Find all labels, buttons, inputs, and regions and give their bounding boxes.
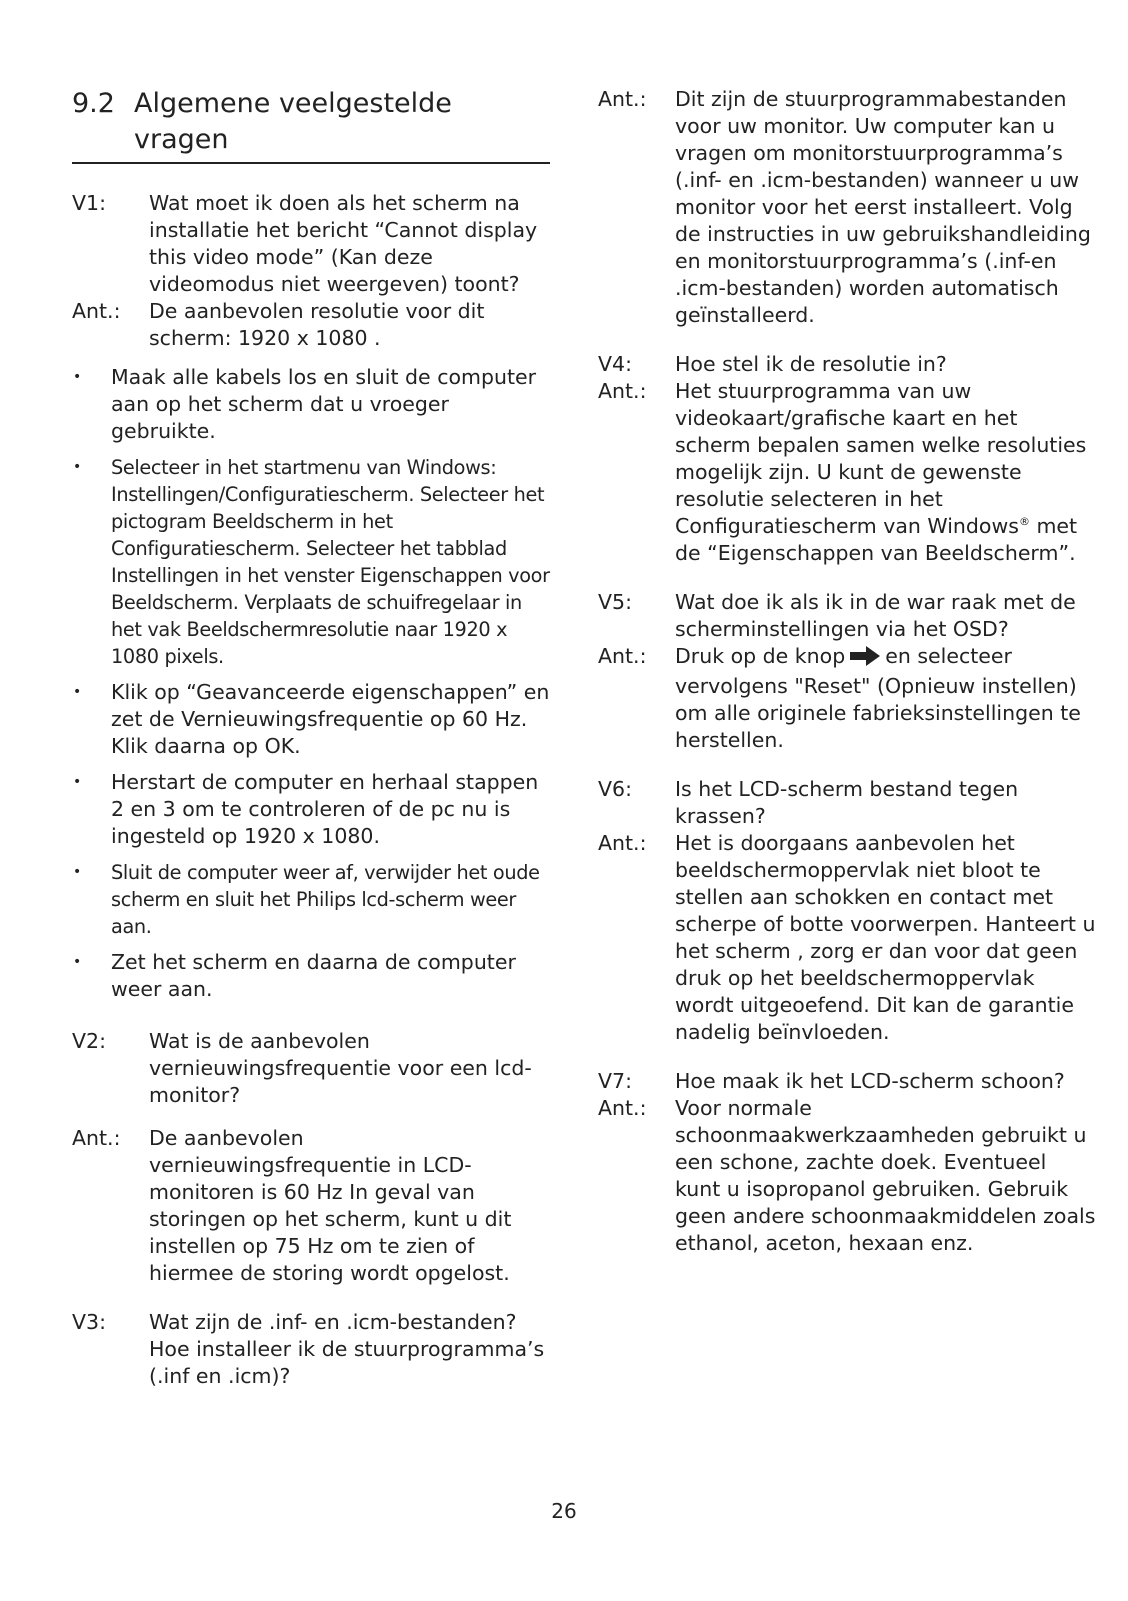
list-item: • Klik op “Geavanceerde eigenschappen” en zet de Vernieuwingsfrequentie op 60 Hz. Klik daarna op OK. [73,680,550,758]
question-4 [598,351,1098,378]
question-label: V6: [598,777,632,801]
answer-text: Voor normale schoonmaakwerkzaamheden gebruikt u een schone, zachte doek. Eventueel kunt u isopropanol gebruiken. Gebruik geen andere schoonmaakmiddelen zoals ethanol, aceton, hexaan enz. [675,1096,1096,1255]
question-5 [598,589,1098,643]
list-item: • Herstart de computer en herhaal stappen 2 en 3 om te controleren of de pc nu is ingesteld op 1920 x 1080. [73,770,539,848]
answer-text: De aanbevolen vernieuwingsfrequentie in LCD-monitoren is 60 Hz In geval van storingen op het scherm, kunt u dit instellen op 75 Hz om te zien of hiermee de storing wordt opgelost. [149,1126,512,1285]
bullet-icon: • [73,459,81,475]
question-label: V2: [72,1029,106,1053]
list-item: • Maak alle kabels los en sluit de computer aan op het scherm dat u vroeger gebruikte. [73,365,537,443]
arrow-right-icon [849,646,881,673]
answer-6 [598,830,1098,1046]
question-text: Wat zijn de .inf- en .icm-bestanden? Hoe installeer ik de stuurprogramma’s (.inf en .icm)? [149,1310,545,1388]
list-item: • Selecteer in het startmenu van Windows: Instellingen/Configuratiescherm. Selecteer het pictogram Beeldscherm in het Configuratiescherm. Selecteer het tabblad Instellingen in het venster Eigenschappen voor Beeldscherm. Verplaats de schuifregelaar in het vak Beeldschermresolutie naar 1920 x 1080 pixels. [73,456,550,668]
registered-mark: ® [1018,515,1030,529]
question-text: Hoe stel ik de resolutie in? [675,352,947,376]
answer-5 [598,643,1098,754]
section-title: Algemene veelgestelde vragen [134,88,452,155]
answer-label: Ant.: [598,1096,647,1120]
answer-text: Het is doorgaans aanbevolen het beeldschermoppervlak niet bloot te stellen aan schokken en contact met scherpe of botte voorwerpen. Hanteert u het scherm , zorg er dan voor dat geen druk op het beeldschermoppervlak wordt uitgeoefend. Dit kan de garantie nadelig beïnvloeden. [675,831,1096,1044]
answer-label: Ant.: [72,1126,121,1150]
question-label: V4: [598,352,632,376]
question-6 [598,776,1098,830]
question-text: Wat doe ik als ik in de war raak met de scherminstellingen via het OSD? [675,590,1076,641]
question-text: Is het LCD-scherm bestand tegen krassen? [675,777,1019,828]
question-label: V3: [72,1310,106,1334]
question-label: V5: [598,590,632,614]
answer-text: Dit zijn de stuurprogrammabestanden voor uw monitor. Uw computer kan u vragen om monitorstuurprogramma’s (.inf- en .icm-bestanden) wanneer u uw monitor voor het eerst installeert. Volg de instructies in uw gebruikshandleiding en monitorstuurprogramma’s (.inf-en .icm-bestanden) worden automatisch geïnstalleerd. [675,87,1091,327]
section-heading [72,86,552,158]
question-text: Wat moet ik doen als het scherm na installatie het bericht “Cannot display this video mode” (Kan deze videomodus niet weergeven) toont? [149,191,538,296]
answer-3 [598,86,1098,329]
page-number: 26 [551,1499,577,1523]
troubleshooting-steps [72,364,552,1003]
answer-1 [72,298,552,352]
answer-label: Ant.: [598,831,647,855]
question-2 [72,1028,552,1109]
answer-7 [598,1095,1098,1257]
bullet-icon: • [73,369,82,385]
right-column [598,86,1098,1257]
answer-text: Het stuurprogramma van uw videokaart/grafische kaart en het scherm bepalen samen welke resoluties mogelijk zijn. U kunt de gewenste resolutie selecteren in het Configuratiescherm van Windows® met de “Eigenschappen van Beeldscherm”. [675,379,1087,565]
answer-label: Ant.: [598,644,647,668]
question-1 [72,190,552,298]
question-text: Wat is de aanbevolen vernieuwingsfrequentie voor een lcd-monitor? [149,1029,532,1107]
left-column [72,86,552,1390]
bullet-icon: • [73,774,82,790]
bullet-icon: • [73,954,82,970]
question-3 [72,1309,552,1390]
bullet-icon: • [73,684,82,700]
question-7 [598,1068,1098,1095]
bullet-icon: • [73,864,81,880]
answer-2 [72,1125,552,1287]
question-text: Hoe maak ik het LCD-scherm schoon? [675,1069,1065,1093]
answer-label: Ant.: [598,379,647,403]
answer-text: De aanbevolen resolutie voor dit scherm: 1920 x 1080 . [149,299,485,350]
list-item: • Sluit de computer weer af, verwijder het oude scherm en sluit het Philips lcd-scherm weer aan. [73,861,540,938]
answer-label: Ant.: [72,299,121,323]
section-number: 9.2 [72,88,115,119]
answer-text: Druk op de knop en selecteer vervolgens "Reset" (Opnieuw instellen) om alle originele fabrieksinstellingen te herstellen. [675,644,1081,752]
list-item: • Zet het scherm en daarna de computer weer aan. [73,950,516,1001]
question-label: V1: [72,191,106,215]
heading-divider [72,162,550,164]
answer-label: Ant.: [598,87,647,111]
answer-4 [598,378,1098,567]
question-label: V7: [598,1069,632,1093]
